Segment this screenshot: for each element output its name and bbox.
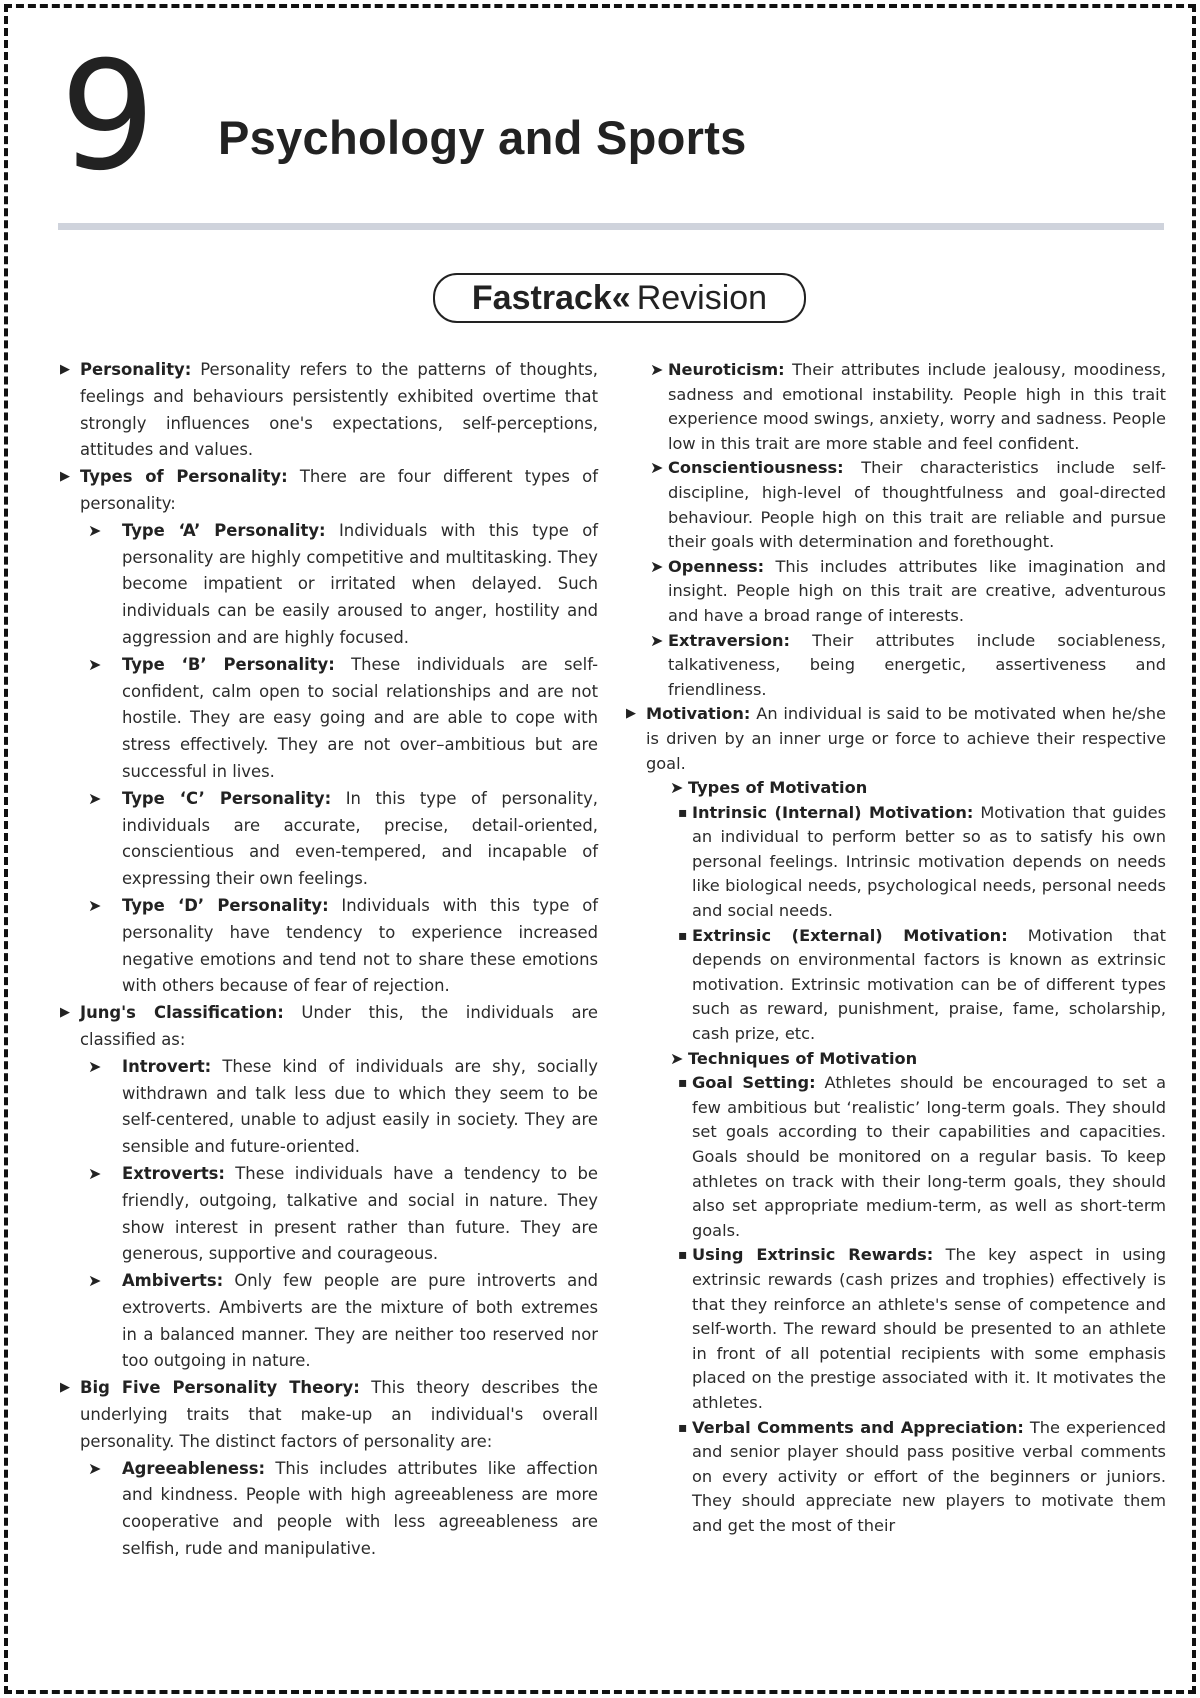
sub-item [80, 1268, 598, 1375]
sub-item [80, 652, 598, 786]
term: Introvert: [122, 1056, 212, 1076]
definition: These kind of individuals are shy, socially withdrawn and talk less due to which they seem to be self-centered, unable to adjust easily in society. They are sensible and future-oriented. [122, 1056, 598, 1157]
arrow-bullet-icon: ➤ [670, 778, 684, 798]
triangle-bullet-icon: ▶ [60, 1380, 70, 1396]
definition: These individuals have a tendency to be friendly, outgoing, talkative and social in nature. They show interest in present rather than future. They are generous, supportive and courageous. [122, 1163, 598, 1264]
definition: The key aspect in using extrinsic rewards (cash prizes and trophies) effectively is that they reinforce an athlete's sense of competence and self-worth. The reward should be presented to an athlete in front of all potential recipients with some emphasis placed on the prestige associated with it. It motivates the athletes. [692, 1245, 1166, 1412]
term: Agreeableness: [122, 1458, 266, 1478]
header-rule [58, 223, 1164, 230]
bullet-item [626, 924, 1166, 1047]
term: Intrinsic (Internal) Motivation: [692, 802, 974, 822]
arrow-bullet-icon: ➤ [88, 1056, 102, 1076]
arrow-bullet-icon: ➤ [88, 788, 102, 808]
arrow-bullet-icon: ➤ [88, 1163, 102, 1183]
sub-item [80, 1054, 598, 1161]
term: Goal Setting: [692, 1073, 816, 1093]
definition: Their attributes include jealousy, moodiness, sadness and emotional instability. People high in this trait experience mood swings, anxiety, worry and sadness. People low in this trait are more stable and feel confident. [668, 360, 1167, 453]
triangle-bullet-icon: ▶ [626, 706, 636, 722]
definition: Under this, the individuals are classified as: [80, 1003, 598, 1049]
sub-item [80, 893, 598, 1000]
term: Extroverts: [122, 1163, 225, 1183]
term: Types of Personality: [80, 467, 288, 487]
sub-heading-item [646, 776, 1166, 801]
square-bullet-icon: ▪ [678, 927, 688, 944]
list-item [60, 1000, 598, 1054]
definition: Individuals with this type of personality have tendency to experience increased negative emotions and tend not to share these emotions with others because of fear of rejection. [122, 895, 599, 996]
types-of-motivation-heading: Types of Motivation [688, 778, 868, 798]
term: Type ‘B’ Personality: [122, 654, 335, 674]
arrow-bullet-icon: ➤ [88, 654, 102, 674]
sub-heading-item [646, 1047, 1166, 1072]
arrow-bullet-icon: ➤ [88, 520, 102, 540]
arrow-bullet-icon: ➤ [88, 895, 102, 915]
right-column [626, 358, 1166, 1539]
sub-item [80, 1161, 598, 1268]
list-item [60, 1375, 598, 1455]
arrow-bullet-icon: ➤ [650, 556, 664, 576]
definition: This theory describes the underlying traits that make-up an individual's overall personality. The distinct factors of personality are: [80, 1378, 598, 1451]
triangle-bullet-icon: ▶ [60, 469, 70, 485]
term: Jung's Classification: [80, 1003, 284, 1023]
definition: Motivation that depends on environmental factors is known as extrinsic motivation. Extrinsic motivation can be of different types such as reward, punishment, praise, fame, scholarship, cash prize, etc. [692, 925, 1166, 1044]
definition: The experienced and senior player should pass positive verbal comments on every activity or effort of the beginners or juniors. They should appreciate new players to motivate them and get the most of their [692, 1417, 1166, 1535]
bullet-item [626, 1416, 1166, 1539]
definition: In this type of personality, individuals are accurate, precise, detail-oriented, conscientious and even-tempered, and incapable of expressing their own feelings. [122, 788, 598, 889]
definition: There are four different types of personality: [80, 467, 598, 513]
triangle-bullet-icon: ▶ [60, 362, 70, 377]
sub-item [80, 786, 598, 893]
square-bullet-icon: ▪ [678, 1247, 688, 1264]
arrow-bullet-icon: ➤ [88, 1271, 102, 1291]
term: Type ‘D’ Personality: [122, 895, 329, 915]
definition: Personality refers to the patterns of thoughts, feelings and behaviours persistently exhibited overtime that strongly influences one's expectations, self-perceptions, attitudes and values. [80, 360, 598, 460]
term: Using Extrinsic Rewards: [692, 1245, 934, 1265]
square-bullet-icon: ▪ [678, 1419, 688, 1436]
arrow-bullet-icon: ➤ [88, 1458, 102, 1478]
chapter-title: Psychology and Sports [218, 111, 747, 164]
definition: This includes attributes like affection and kindness. People with high agreeableness are more cooperative and people with less agreeableness are selfish, rude and manipulative. [122, 1458, 598, 1559]
definition: Motivation that guides an individual to perform better so as to satisfy his own personal feelings. Intrinsic motivation depends on needs like biological needs, psychological needs, personal needs and social needs. [692, 802, 1166, 921]
fastrack-logo: Fastrack« [471, 278, 631, 317]
term: Type ‘C’ Personality: [122, 788, 332, 808]
sub-item [626, 456, 1166, 554]
term: Ambiverts: [122, 1271, 224, 1291]
bullet-item [626, 1071, 1166, 1243]
term: Conscientiousness: [668, 458, 844, 478]
term: Neuroticism: [668, 360, 785, 379]
term: Big Five Personality Theory: [80, 1378, 360, 1398]
arrow-bullet-icon: ➤ [650, 360, 664, 379]
sub-item [626, 629, 1166, 703]
arrow-bullet-icon: ➤ [650, 630, 664, 650]
bullet-item [626, 1243, 1166, 1415]
term: Openness: [668, 556, 765, 576]
square-bullet-icon: ▪ [678, 804, 688, 821]
definition: Their characteristics include self-discipline, high-level of thoughtfulness and goal-directed behaviour. People high on this trait are reliable and pursue their goals with determination and forethought. [668, 458, 1166, 552]
sub-item [80, 518, 598, 652]
term: Personality: [80, 360, 192, 379]
term: Type ‘A’ Personality: [122, 520, 326, 540]
definition: These individuals are self-confident, calm open to social relationships and are not hostile. They are easy going and are able to cope with stress effectively. They are not over–ambitious but are successful in lives. [122, 654, 598, 781]
definition: Individuals with this type of personality are highly competitive and multitasking. They become impatient or irritated when delayed. Such individuals can be easily aroused to anger, hostility and aggression and are highly focused. [122, 520, 599, 647]
term: Verbal Comments and Appreciation: [692, 1417, 1024, 1437]
list-item [60, 357, 598, 464]
fastrack-revision-badge [433, 273, 806, 323]
square-bullet-icon: ▪ [678, 1075, 688, 1092]
definition: This includes attributes like imagination and insight. People high on this trait are creative, adventurous and have a broad range of interests. [668, 556, 1166, 625]
definition: Athletes should be encouraged to set a few ambitious but ‘realistic’ long-term goals. They should set goals according to their capabilities and capacities. Goals should be monitored on a regular basis. To keep athletes on track with their long-term goals, they should also set appropriate medium-term, as well as short-term goals. [692, 1073, 1167, 1240]
arrow-bullet-icon: ➤ [670, 1048, 684, 1068]
definition: Only few people are pure introverts and extroverts. Ambiverts are the mixture of both extremes in a balanced manner. They are neither too reserved nor too outgoing in nature. [122, 1271, 598, 1371]
sub-item [626, 555, 1166, 629]
term: Extraversion: [668, 630, 790, 650]
sub-item [80, 1456, 598, 1563]
term: Motivation: [646, 704, 751, 724]
term: Extrinsic (External) Motivation: [692, 925, 1008, 945]
revision-label: Revision [636, 278, 768, 317]
chapter-number: 9 [60, 30, 152, 204]
sub-item [626, 358, 1166, 456]
arrow-bullet-icon: ➤ [650, 458, 664, 478]
left-column [60, 357, 598, 1563]
techniques-of-motivation-heading: Techniques of Motivation [688, 1048, 918, 1068]
bullet-item [626, 801, 1166, 924]
definition: Their attributes include sociableness, talkativeness, being energetic, assertiveness and friendliness. [668, 630, 1166, 699]
definition: An individual is said to be motivated when he/she is driven by an inner urge or force to achieve their respective goal. [646, 704, 1166, 773]
list-item [626, 702, 1166, 776]
triangle-bullet-icon: ▶ [60, 1005, 70, 1021]
list-item [60, 464, 598, 518]
